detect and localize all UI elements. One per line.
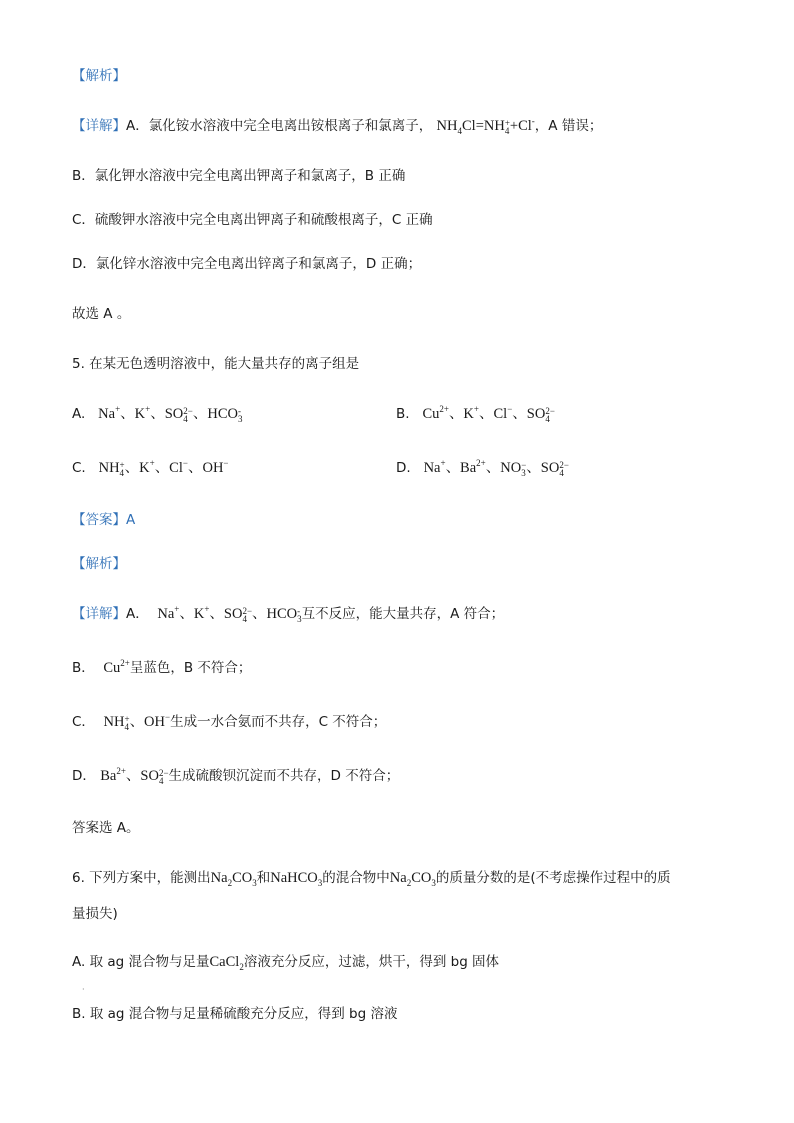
cacl2-formula: CaCl$_2$ (209, 954, 244, 972)
stray-mark: · (82, 985, 85, 994)
conclusion-1: 故选 A 。 (72, 306, 131, 322)
q5-detail-b (72, 658, 251, 678)
q5-detail-b-prefix: B． (72, 660, 95, 676)
q5-detail-c-suffix: 生成一水合氨而不共存，C 不符合； (170, 714, 387, 730)
q5-detail-a-suffix: 互不反应，能大量共存，A 符合； (301, 606, 505, 622)
q5-conclusion: 答案选 A。 (72, 820, 140, 836)
q5-detail-d-suffix: 生成硫酸钡沉淀而不共存，D 不符合； (168, 768, 400, 784)
q5-detail-c-ions: NH + 4 、OH− (103, 712, 171, 732)
q6-stem-4: 的质量分数的是(不考虑操作过程中的质 (435, 870, 671, 886)
detail-a-text: A．氯化铵水溶液中完全电离出铵根离子和氯离子， (126, 118, 433, 134)
q5-detail-b-suffix: 呈蓝色，B 不符合； (129, 660, 252, 676)
q5-analysis-label: 【解析】 (72, 556, 126, 572)
detail-label: 【详解】 (72, 118, 126, 134)
q6-stem-line2: 量损失) (72, 906, 118, 922)
q5-option-d-label: D. (396, 460, 411, 476)
q5-detail-b-ion: $Cu^{2+}$ (103, 658, 130, 676)
nahco3-formula: NaHCO$_3$ (270, 870, 323, 888)
detail-c-line: C．硫酸钾水溶液中完全电离出钾离子和硫酸根离子，C 正确 (72, 212, 433, 228)
detail-d-line: D．氯化锌水溶液中完全电离出锌离子和氯离子，D 正确； (72, 256, 422, 272)
q5-option-c[interactable] (72, 458, 229, 478)
q5-option-a-label: A. (72, 406, 86, 422)
q5-detail-c-prefix: C． (72, 714, 95, 730)
q6-option-a-text-1: A. 取 ag 混合物与足量 (72, 954, 210, 970)
q6-stem-2: 和 (256, 870, 271, 886)
q5-detail-d (72, 766, 399, 786)
q5-answer (72, 510, 135, 530)
q5-option-c-ions: NH + 4 、K+、Cl−、OH− (98, 458, 229, 478)
q5-option-b-label: B. (396, 406, 410, 422)
analysis-label: 【解析】 (72, 68, 126, 84)
q6-option-b[interactable]: B. 取 ag 混合物与足量稀硫酸充分反应，得到 bg 溶液 (72, 1006, 398, 1022)
na2co3-formula: $Na_2CO_3$ (210, 870, 257, 888)
detail-a-after: ，A 错误； (534, 118, 603, 134)
q5-detail-a-prefix: A． (126, 606, 149, 622)
q5-detail-a-ions: Na+、K+、SO 2− 4 、HCO - 3 (157, 604, 302, 624)
answer-label: 【答案】A (72, 512, 136, 528)
q5-detail-a (72, 604, 504, 624)
q5-option-b[interactable] (396, 404, 555, 424)
detail-a-line (72, 116, 602, 136)
detail-b-line: B．氯化钾水溶液中完全电离出钾离子和氯离子，B 正确 (72, 168, 406, 184)
q5-option-a-ions: Na+、K+、SO 2− 4 、HCO - 3 (98, 404, 243, 424)
q6-stem-1: 6. 下列方案中，能测出 (72, 870, 211, 886)
q5-option-c-label: C. (72, 460, 86, 476)
q5-detail-c (72, 712, 386, 732)
q5-detail-d-prefix: D． (72, 768, 96, 784)
nh4cl-equation: $NH_4Cl=NH$ + 4 +Cl- (436, 116, 535, 136)
q5-stem: 5. 在某无色透明溶液中，能大量共存的离子组是 (72, 356, 360, 372)
q5-detail-d-ions: $Ba^{2+}$、SO 2− 4 (100, 766, 169, 786)
q5-option-d[interactable] (396, 458, 569, 478)
q6-option-a[interactable] (72, 952, 499, 972)
q6-option-a-text-2: 溶液充分反应，过滤，烘干，得到 bg 固体 (243, 954, 500, 970)
q5-option-b-ions: $Cu^{2+}$、K+、Cl−、SO 2− 4 (422, 404, 555, 424)
na2co3-formula-2: $Na_2CO_3$ (389, 870, 436, 888)
q5-detail-label: 【详解】 (72, 606, 126, 622)
q6-stem (72, 868, 671, 888)
q5-option-a[interactable] (72, 404, 242, 424)
q6-stem-3: 的混合物中 (322, 870, 390, 886)
q5-option-d-ions: Na+、$Ba^{2+}$、NO − 3 、SO 2− 4 (423, 458, 569, 478)
